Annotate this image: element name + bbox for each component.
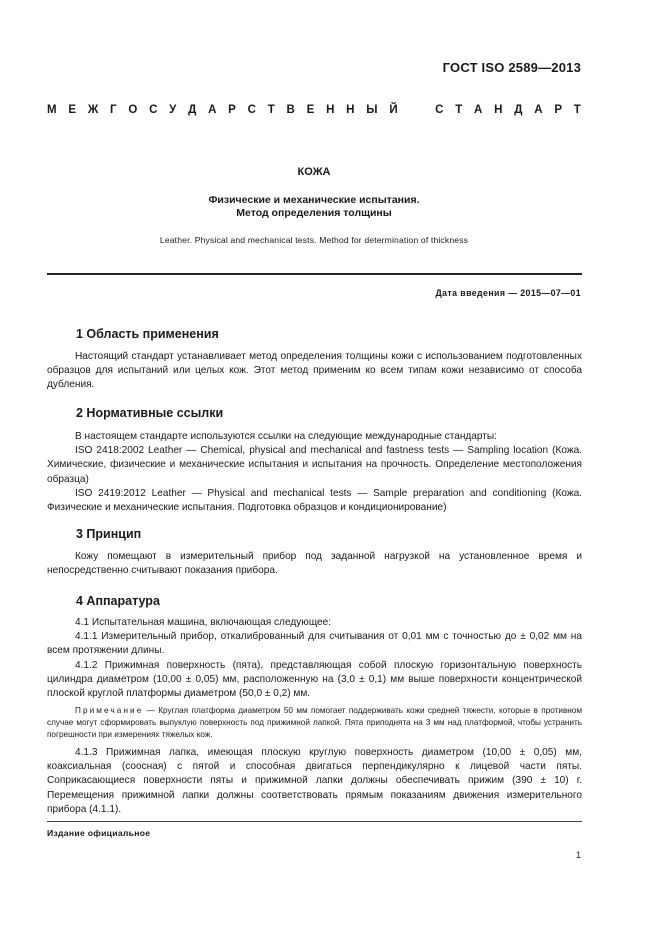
section-2-heading: 2 Нормативные ссылки	[76, 406, 224, 420]
edition-label: Издание официальное	[47, 828, 151, 838]
reference-iso-2418: ISO 2418:2002 Leather — Chemical, physical and mechanical and fastness tests — Sampling location (Кожа. Химические, физические и механические испытания и испытания на прочность. Определение местоположения образца)	[47, 445, 582, 485]
letter: В	[286, 104, 295, 116]
letter: Р	[554, 104, 562, 116]
section-1-heading: 1 Область применения	[76, 327, 219, 341]
section-2-body	[47, 430, 582, 515]
subtitle-line-1: Физические и механические испытания.	[208, 194, 420, 206]
section-4-heading: 4 Аппаратура	[76, 594, 160, 608]
letter: Й	[389, 104, 398, 116]
section-4-body	[47, 616, 582, 701]
letter: А	[534, 104, 543, 116]
note	[47, 705, 582, 741]
letter: Е	[306, 104, 315, 116]
page-number: 1	[575, 850, 581, 860]
letter: Ж	[87, 104, 99, 116]
section-1-body	[47, 350, 582, 393]
interstate-standard-heading	[47, 104, 581, 116]
letter: А	[208, 104, 217, 116]
letter: О	[128, 104, 138, 116]
section-3-heading: 3 Принцип	[76, 527, 142, 541]
letter: С	[247, 104, 256, 116]
letter: Д	[188, 104, 197, 116]
subtitle-line-2: Метод определения толщины	[236, 207, 392, 219]
clause-4-1-3: 4.1.3 Прижимная лапка, имеющая плоскую круглую поверхность диаметром (10,00 ± 0,05) мм, коаксиальная (соосная) с пятой и способная двигаться перпендикулярно к лицевой части пяты. Соприкасающиеся поверхности пяты и прижимной лапки должны обеспечивать прижим (390 ± 10) г. Перемещения прижимной лапки должны соответствовать прямым показаниям движения измерительного прибора (4.1.1).	[47, 747, 582, 815]
letter: Ы	[366, 104, 378, 116]
letter: Т	[573, 104, 581, 116]
section-4-continued	[47, 746, 582, 817]
note-text: — Круглая платформа диаметром 50 мм помогает поддерживать кожи средней тяжести, которые в противном случае могут сформировать выпуклую поверхность под прижимной лапкой. Пята приподнята на 3 мм над платформой, чтобы устранить погрешности при измерениях тяжелых кож.	[47, 706, 582, 739]
note-label: Примечание	[75, 706, 144, 715]
letter: Н	[326, 104, 335, 116]
letter: Н	[346, 104, 355, 116]
letter: Н	[494, 104, 503, 116]
paragraph: В настоящем стандарте используются ссылки на следующие международные стандарты:	[75, 431, 497, 442]
standard-code: ГОСТ ISO 2589—2013	[442, 60, 581, 75]
letter: С	[149, 104, 158, 116]
clause-4-1-2: 4.1.2 Прижимная поверхность (пята), представляющая собой плоскую горизонтальную поверхность цилиндра диаметром (10,00 ± 0,05) мм, расположенную на (3,0 ± 0,1) мм выше поверхности концентрической плоской круглой платформы диаметром (50,0 ± 0,2) мм.	[47, 659, 582, 700]
letter: Д	[514, 104, 523, 116]
letter: М	[47, 104, 57, 116]
letter: Е	[68, 104, 77, 116]
letter: Т	[267, 104, 275, 116]
letter: Г	[110, 104, 117, 116]
letter: Т	[455, 104, 463, 116]
english-title: Leather. Physical and mechanical tests. Method for determination of thickness	[159, 235, 469, 245]
document-title: КОЖА	[297, 166, 331, 178]
letter: А	[474, 104, 483, 116]
letter: У	[169, 104, 177, 116]
letter: С	[435, 104, 444, 116]
letter: Р	[228, 104, 236, 116]
reference-iso-2419: ISO 2419:2012 Leather — Physical and mechanical tests — Sample preparation and conditioning (Кожа. Физические и механические испытания. Подготовка образцов и кондиционирование)	[47, 487, 582, 514]
paragraph: Кожу помещают в измерительный прибор под заданной нагрузкой на установленное время и непосредственно считывают показания прибора.	[47, 551, 582, 577]
section-3-body	[47, 550, 582, 578]
clause-4-1-1: 4.1.1 Измерительный прибор, откалиброванный для считывания от 0,01 мм с точностью до ± 0,02 мм на всем протяжении длины.	[47, 631, 582, 657]
footer-divider	[47, 821, 582, 822]
paragraph: Настоящий стандарт устанавливает метод определения толщины кожи с использованием подготовленных образцов для испытаний или целых кож. Этот метод применим ко всем типам кожи независимо от способа дубления.	[47, 351, 582, 391]
word-gap	[409, 104, 423, 116]
document-subtitle	[47, 194, 581, 220]
clause-4-1: 4.1 Испытательная машина, включающая следующее:	[75, 617, 332, 628]
title-divider	[47, 273, 582, 275]
introduction-date: Дата введения — 2015—07—01	[435, 288, 581, 298]
